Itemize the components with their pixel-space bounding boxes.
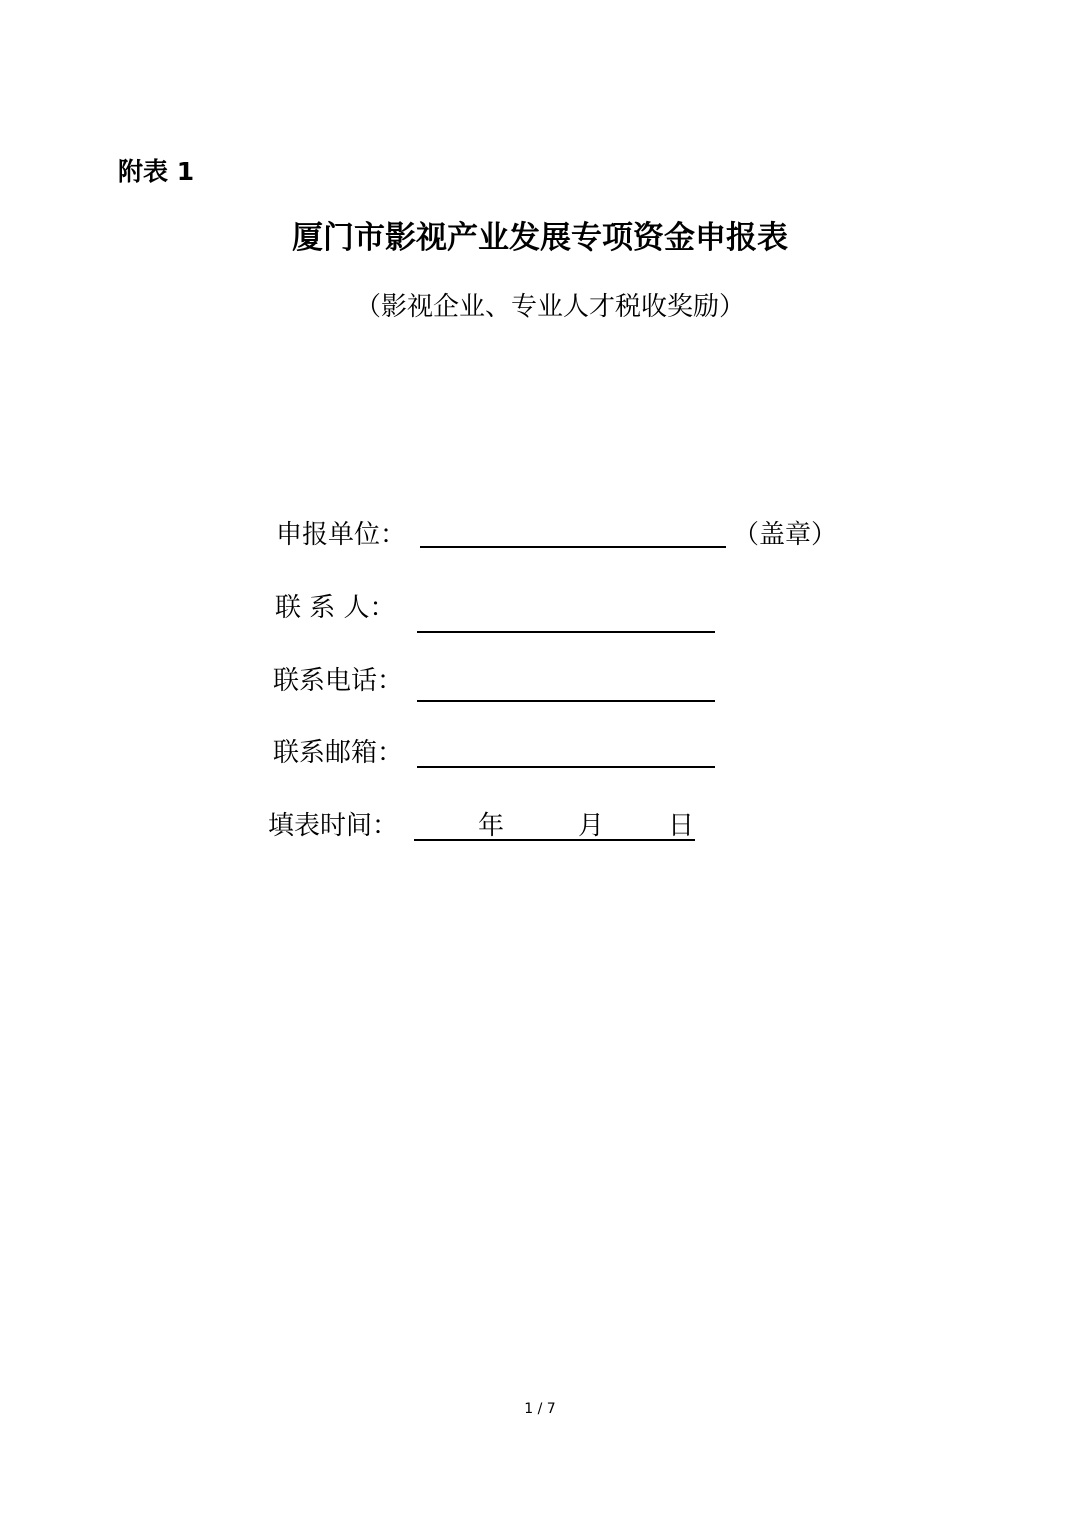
date-day-unit: 日: [668, 811, 695, 841]
seal-note: （盖章）: [733, 520, 838, 550]
contact-person-input-line[interactable]: [417, 631, 715, 633]
page-subtitle: （影视企业、专业人才税收奖励）: [354, 292, 745, 322]
contact-phone-label: 联系电话：: [273, 666, 404, 696]
page-title: 厦门市影视产业发展专项资金申报表: [292, 220, 788, 256]
contact-email-input-line[interactable]: [417, 766, 715, 768]
contact-person-label: 联 系 人：: [275, 593, 396, 623]
date-month-unit: 月: [578, 811, 605, 841]
page-number: 1 / 7: [524, 1401, 556, 1417]
fill-date-input-line[interactable]: [414, 839, 695, 841]
date-year-unit: 年: [478, 811, 505, 841]
contact-email-label: 联系邮箱：: [273, 738, 404, 768]
attachment-label: 附表 1: [118, 157, 195, 186]
applicant-unit-input-line[interactable]: [420, 546, 726, 548]
contact-phone-input-line[interactable]: [417, 700, 715, 702]
fill-date-label: 填表时间：: [268, 811, 399, 841]
applicant-unit-label: 申报单位：: [276, 520, 407, 550]
